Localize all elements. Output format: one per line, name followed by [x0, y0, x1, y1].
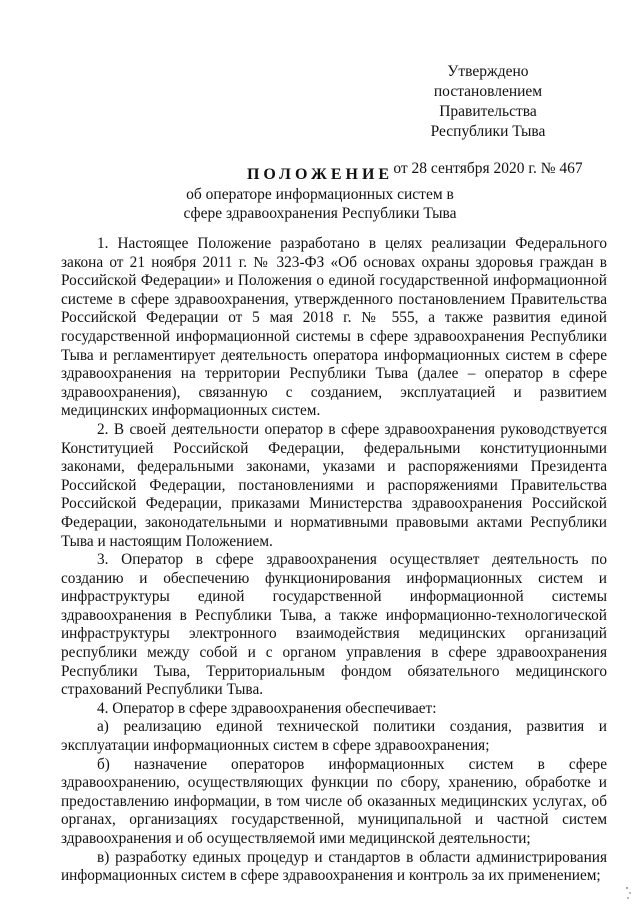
approval-stamp [388, 62, 588, 179]
approval-line: Республики Тыва [430, 123, 546, 140]
scan-mark-glyph [624, 885, 634, 901]
document-heading [0, 165, 640, 223]
document-title: ПОЛОЖЕНИЕ [246, 166, 394, 183]
paragraph-4a: а) реализацию единой технической политики создания, развития и эксплуатации информационных систем в сфере здравоохранения; [61, 718, 607, 755]
document-subtitle-line: сфере здравоохранения Республики Тыва [183, 205, 457, 222]
scan-mark [624, 885, 634, 901]
paragraph-4b: б) назначение операторов информационных систем в сфере здравоохранению, осуществляющих функции по сбору, хранению, обработке и предоставлению информации, в том числе об оказанных медицинских услугах, об органах, организациях государственной, муниципальной и частной систем здравоохранения и об осуществляемой ими медицинской деятельности; [61, 755, 607, 847]
approval-line: постановлением Правительства [433, 83, 543, 120]
paragraph-1: 1. Настоящее Положение разработано в целях реализации Федерального закона от 21 ноября 2011 г. № 323-ФЗ «Об основах охраны здоровья граждан в Российской Федерации» и Положения о единой государственной информационной системе в сфере здравоохранения, утвержденного постановлением Правительства Российской Федерации от 5 мая 2018 г. № 555, а также развития единой государственной информационной системы в сфере здравоохранения Республики Тыва и регламентирует деятельность оператора информационных систем в сфере здравоохранения на территории Республики Тыва (далее – оператор в сфере здравоохранения), связанную с созданием, эксплуатацией и развитием медицинских информационных систем. [61, 235, 607, 420]
paragraph-4: 4. Оператор в сфере здравоохранения обеспечивает: [97, 699, 437, 717]
paragraph-2: 2. В своей деятельности оператор в сфере здравоохранения руководствуется Конституцией Российской Федерации, федеральными конституционными законами, федеральными законами, указами и распоряжениями Президента Российской Федерации, постановлениями и распоряжениями Правительства Российской Федерации, приказами Министерства здравоохранения Российской Федерации, законодательными и нормативными правовыми актами Республики Тыва и настоящим Положением. [61, 420, 607, 550]
paragraph-4c: в) разработку единых процедур и стандартов в области администрирования информационных систем в сфере здравоохранения и контроль за их применением; [61, 848, 607, 885]
document-subtitle-line: об операторе информационных систем в [186, 186, 454, 203]
paragraph-3: 3. Оператор в сфере здравоохранения осуществляет деятельность по созданию и обеспечению функционирования информационных систем и инфраструктуры единой государственной информационной системы здравоохранения в Республики Тыва, а также информационно-технологической инфраструктуры электронного взаимодействия медицинских организаций республики между собой и с органом управления в сфере здравоохранения Республики Тыва, Территориальным фондом обязательного медицинского страхований Республики Тыва. [61, 551, 607, 699]
document-body [61, 235, 607, 886]
approval-line: Утверждено [447, 63, 529, 80]
approval-date: от 28 сентября 2020 г. № 467 [393, 160, 583, 177]
